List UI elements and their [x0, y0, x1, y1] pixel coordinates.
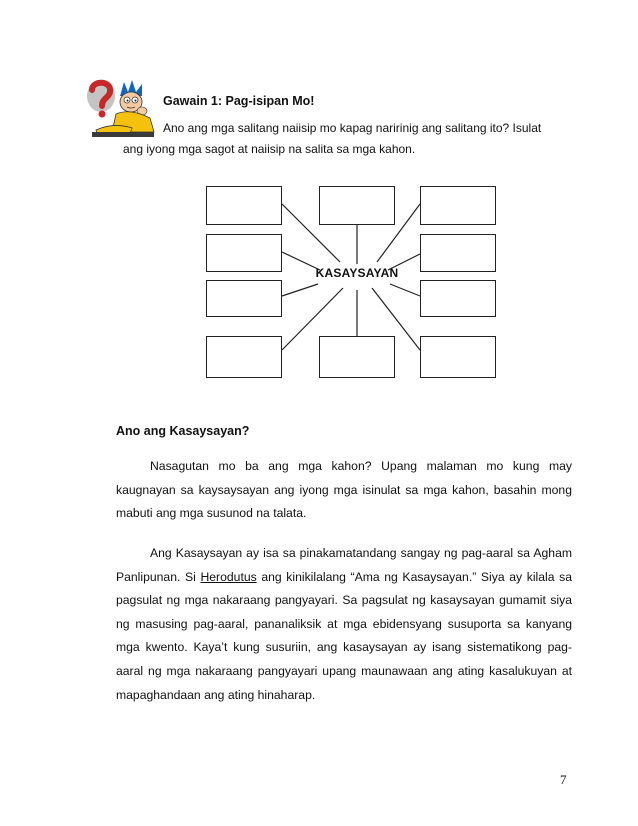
instruction-line-2: ang iyong mga sagot at naiisip na salita sa mga kahon. — [123, 142, 416, 156]
answer-box-7[interactable] — [420, 280, 496, 317]
instruction-line-1: Ano ang mga salitang naiisip mo kapag naririnig ang salitang ito? Isulat — [163, 121, 542, 135]
paragraph-1-text: Nasagutan mo ba ang mga kahon? Upang malaman mo kung may kaugnayan sa kaysaysayan ang iyong mga isinulat sa mga kahon, basahin mong mabuti ang mga susunod na talata. — [116, 459, 572, 521]
answer-box-5[interactable] — [420, 234, 496, 272]
activity-title: Gawain 1: Pag-isipan Mo! — [163, 94, 315, 108]
section-heading: Ano ang Kasaysayan? — [116, 424, 250, 438]
answer-box-3[interactable] — [420, 186, 496, 225]
answer-box-9[interactable] — [319, 336, 395, 378]
answer-box-8[interactable] — [206, 336, 282, 378]
connector-line — [282, 284, 318, 296]
answer-box-10[interactable] — [420, 336, 496, 378]
answer-box-6[interactable] — [206, 280, 282, 317]
center-word: KASAYSAYAN — [315, 266, 399, 280]
paragraph-2 — [116, 542, 572, 707]
page-number: 7 — [560, 772, 567, 787]
paragraph-2-text-b: ang kinikilalang “Ama ng Kasaysayan.” Siya ay kilala sa pagsulat ng mga nakaraang pangyayari. Sa pagsulat ng kasaysayan gumamit siya ng masusing pag-aaral, pananaliksik at mga ebidensyang susuporta sa kanyang mga kwento. Kaya’t kung susuriin, ang kasaysayan ay isang sistematikong pag-aaral ng mga nakaraang pangyayari upang maunawaan ang ating kasalukuyan at mapaghandaan ang ating hinaharap. — [116, 569, 572, 702]
herodutus-link[interactable]: Herodutus — [200, 569, 257, 584]
paragraph-1 — [116, 455, 572, 526]
connector-line — [390, 284, 420, 296]
paragraph-2-text-a: Ang Kasaysayan ay isa sa pinakamatandang sangay ng pag-aaral sa Agham Panlipunan. Si — [116, 546, 572, 584]
answer-box-2[interactable] — [319, 186, 395, 225]
answer-box-4[interactable] — [206, 234, 282, 272]
answer-box-1[interactable] — [206, 186, 282, 225]
